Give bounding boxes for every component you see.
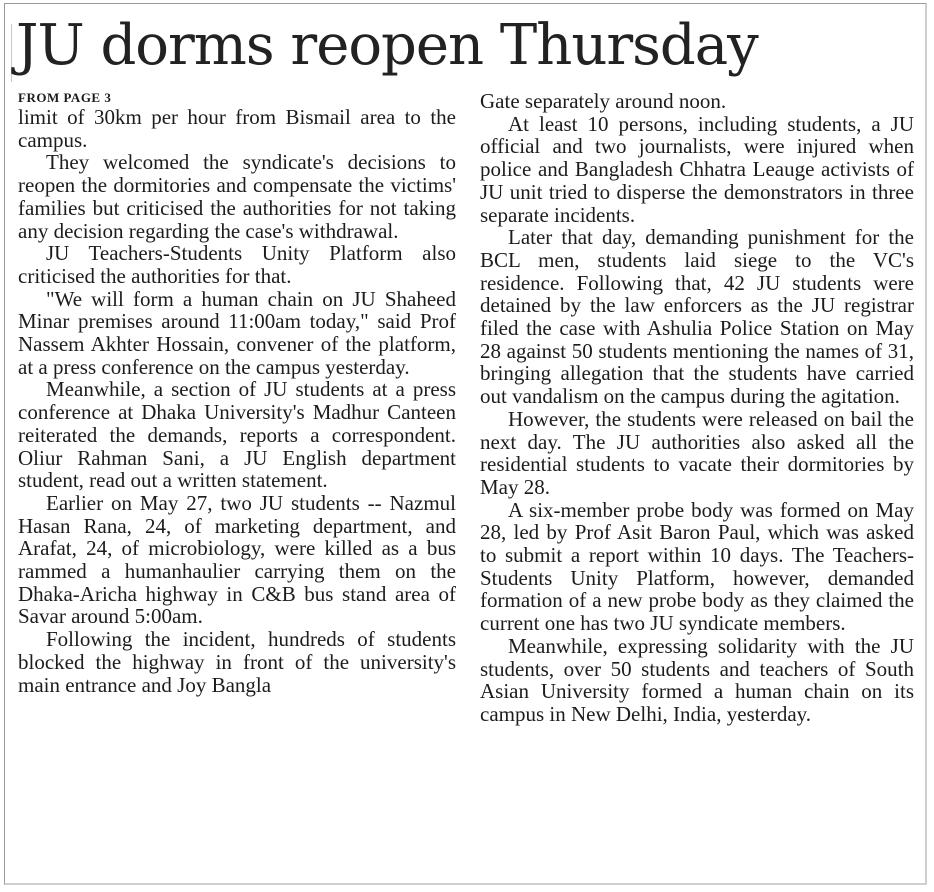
paragraph: Meanwhile, a section of JU students at a press conference at Dhaka University's Madhur Canteen reiterated the demands, reports a correspondent. Oliur Rahman Sani, a JU English department student, read out a written statement.: [18, 377, 456, 493]
paragraph: Gate separately around noon.: [480, 89, 727, 113]
paragraph: Following the incident, hundreds of students blocked the highway in front of the university's main entrance and Joy Bangla: [18, 627, 456, 697]
paragraph: Earlier on May 27, two JU students -- Nazmul Hasan Rana, 24, of marketing department, and Arafat, 24, of microbiology, were killed as a bus rammed a humanhaulier carrying them on the Dhaka-Aricha highway in C&B bus stand area of Savar around 5:00am.: [18, 490, 456, 629]
paragraph: They welcomed the syndicate's decisions to reopen the dormitories and compensate the victims' families but criticised the authorities for not taking any decision regarding the case's withdrawal.: [18, 150, 456, 243]
paragraph: A six-member probe body was formed on May 28, led by Prof Asit Baron Paul, which was asked to submit a report within 10 days. The Teachers-Students Unity Platform, however, demanded formation of a new probe body as they claimed the current one has two JU syndicate members.: [480, 497, 914, 636]
paragraph: Meanwhile, expressing solidarity with the JU students, over 50 students and teachers of South Asian University formed a human chain on its campus in New Delhi, India, yesterday.: [480, 633, 914, 726]
continued-from-label: FROM PAGE 3: [18, 90, 112, 105]
paragraph: Later that day, demanding punishment for the BCL men, students laid siege to the VC's residence. Following that, 42 JU students were detained by the law enforcers as the JU registrar filed the case with Ashulia Police Station on May 28 against 50 students mentioning the names of 31, bringing allegation that the students have carried out vandalism on the campus during the agitation.: [480, 225, 914, 409]
article-column-1: [18, 90, 456, 696]
headline: JU dorms reopen Thursday: [16, 13, 758, 78]
paragraph: "We will form a human chain on JU Shaheed Minar premises around 11:00am today," said Prof Nassem Akhter Hossain, convener of the platform, at a press conference on the campus yesterday.: [18, 286, 456, 379]
article-column-2: [480, 90, 914, 726]
paragraph: JU Teachers-Students Unity Platform also criticised the authorities for that.: [18, 241, 456, 288]
margin-rule: [11, 24, 12, 82]
paragraph: However, the students were released on bail the next day. The JU authorities also asked all the residential students to vacate their dormitories by May 28.: [480, 406, 914, 499]
paragraph: At least 10 persons, including students, a JU official and two journalists, were injured when police and Bangladesh Chhatra Leauge activists of JU unit tried to disperse the demonstrators in three separate incidents.: [480, 111, 914, 227]
paragraph: limit of 30km per hour from Bismail area to the campus.: [18, 105, 456, 152]
